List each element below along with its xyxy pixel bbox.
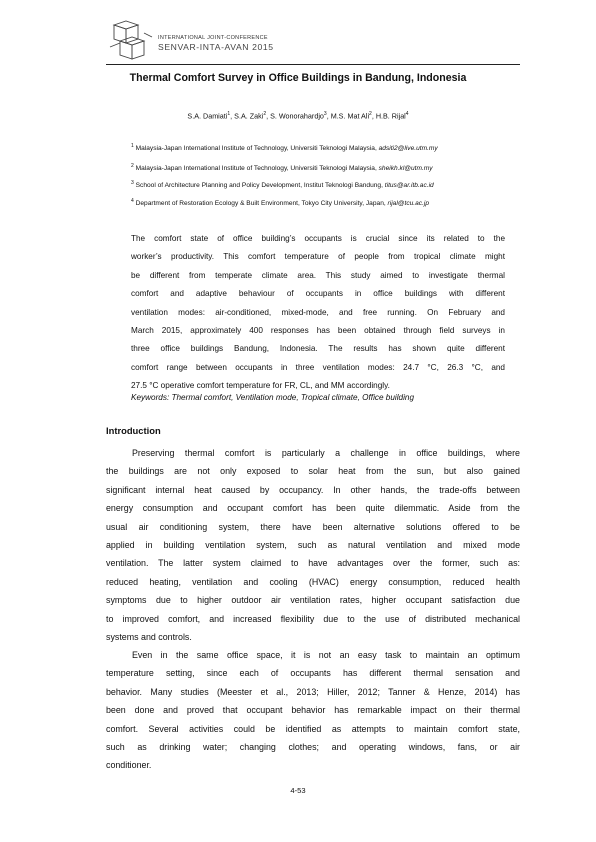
author-name: H.B. Rijal [375, 111, 406, 121]
logo-conference-label: INTERNATIONAL JOINT-CONFERENCE [158, 35, 268, 41]
paragraph-line: temperature setting, since each of occupants has different thermal sensation and [106, 668, 520, 679]
header-rule [106, 64, 520, 65]
paragraph-line: the buildings are not only exposed to solar heat from the sun, but also gained [106, 466, 520, 477]
abstract-line: comfort range between occupants in three ventilation modes: 24.7 °C, 26.3 °C, and [131, 362, 505, 372]
intro-paragraph-2 [106, 646, 520, 775]
abstract-line: comfort and adaptive behaviour of occupants in office buildings with different [131, 289, 505, 299]
keywords: Keywords: Thermal comfort, Ventilation mode, Tropical climate, Office building [131, 393, 415, 402]
author-affiliation-mark: 2 [263, 111, 267, 117]
paragraph-line: comfort. Several activities could be identified as attempts to maintain comfort state, [106, 723, 520, 734]
paragraph-line: ventilation. The latter system claimed to have advantages over the former, such as: [106, 558, 520, 569]
paragraph-line: behavior. Many studies (Meester et al., 2013; Hiller, 2012; Tanner & Henze, 2014) has [106, 686, 520, 697]
affiliation-text: Malaysia-Japan International Institute of Technology, Universiti Teknologi Malaysia, [135, 145, 379, 153]
abstract-line: The comfort state of office building’s occupants is crucial since its related to the [131, 234, 505, 243]
affiliation-mark: 4 [131, 198, 134, 204]
author-list: S.A. Damiati$^1$, S.A. Zaki$^2$, S. Wonorahardjo$^3$, M.S. Mat Ali$^2$, H.B. Rijal$^4$ [187, 111, 409, 121]
paragraph-line: applied in building ventilation system, such as natural ventilation and mixed mode [106, 539, 520, 550]
abstract-line: be different from temperate climate area. This study aimed to investigate thermal [131, 270, 505, 280]
affiliation-text: School of Architecture Planning and Policy Development, Institut Teknologi Bandung, [135, 182, 385, 190]
author-name: S.A. Damiati [187, 111, 228, 121]
affiliation-mark: 3 [131, 180, 134, 186]
paragraph-line: Preserving thermal comfort is particularly a challenge in office buildings, where [132, 448, 520, 458]
paragraph-line: symptoms due to higher outdoor air ventilation rates, higher occupant satisfaction due [106, 595, 520, 606]
paragraph-line: significant internal heat caused by occupancy. In other hands, the trade-offs between [106, 484, 520, 495]
affiliation-mark: 1 [131, 143, 134, 149]
paper-title: Thermal Comfort Survey in Office Buildings in Bandung, Indonesia [129, 72, 467, 84]
affiliation-email: sheikh.kl@utm.my [378, 165, 433, 173]
abstract-line: 27.5 °C operative comfort temperature for FR, CL, and MM accordingly. [131, 381, 390, 391]
abstract-line: March 2015, approximately 400 responses has been obtained through field surveys in [131, 325, 505, 335]
paragraph-line: energy consumption and occupant comfort has been quite dilemmatic. Aside from the [106, 503, 520, 514]
abstract-line: worker’s productivity. This comfort temperature of people from tropical climate might [131, 252, 505, 262]
conference-logo [106, 19, 274, 63]
page-number: 4-53 [290, 786, 306, 795]
paragraph-line: Even in the same office space, it is not an easy task to maintain an optimum [132, 650, 520, 660]
abstract-line: ventilation modes: air-conditioned, mixed-mode, and free running. On February and [131, 307, 505, 317]
paragraph-line: such as drinking water; changing clothes; and operating windows, fans, or air [106, 741, 520, 752]
logo-conference-name: SENVAR-INTA-AVAN 2015 [158, 42, 274, 52]
author-affiliation-mark: 2 [369, 111, 372, 117]
affiliation-text: Department of Restoration Ecology & Built Environment, Tokyo City University, Japan, [135, 200, 388, 208]
author-affiliation-mark: 3 [323, 111, 327, 117]
affiliation-email: rijal@tcu.ac.jp [387, 200, 430, 208]
paragraph-line: conditioner. [106, 760, 152, 771]
intro-paragraph-1 [106, 444, 520, 646]
affiliation-mark: 2 [131, 163, 134, 169]
section-heading-introduction: Introduction [106, 425, 161, 436]
affiliation-line [131, 180, 434, 189]
affiliation-line [131, 198, 429, 207]
paragraph-line: systems and controls. [106, 631, 192, 642]
paragraph-line: reduced heating, ventilation and cooling (HVAC) energy consumption, reduced health [106, 576, 520, 587]
affiliation-email: adsiti2@live.utm.my [378, 145, 438, 153]
affiliation-text: Malaysia-Japan International Institute of Technology, Universiti Teknologi Malaysia, [135, 165, 379, 173]
author-affiliation-mark: 1 [227, 111, 231, 117]
abstract-line: three office buildings Bandung, Indonesia. The results has shown quite different [131, 344, 505, 354]
author-affiliation-mark: 4 [405, 111, 409, 117]
affiliation-email: titus@ar.itb.ac.id [384, 182, 434, 190]
conference-logo-mark-icon [106, 19, 154, 63]
abstract [131, 230, 505, 396]
paragraph-line: to improved comfort, and increased flexibility due to the use of distributed mechanical [106, 613, 520, 624]
affiliation-line [131, 143, 438, 152]
paragraph-line: usual air conditioning system, there have been alternative solutions offered to be [106, 521, 520, 532]
affiliation-line [131, 163, 433, 172]
paragraph-line: been done and proved that occupant behavior has remarkable impact on their thermal [106, 705, 520, 716]
author-name: S.A. Zaki [234, 111, 264, 121]
author-name: M.S. Mat Ali [330, 111, 370, 121]
author-name: S. Wonorahardjo [270, 111, 324, 121]
